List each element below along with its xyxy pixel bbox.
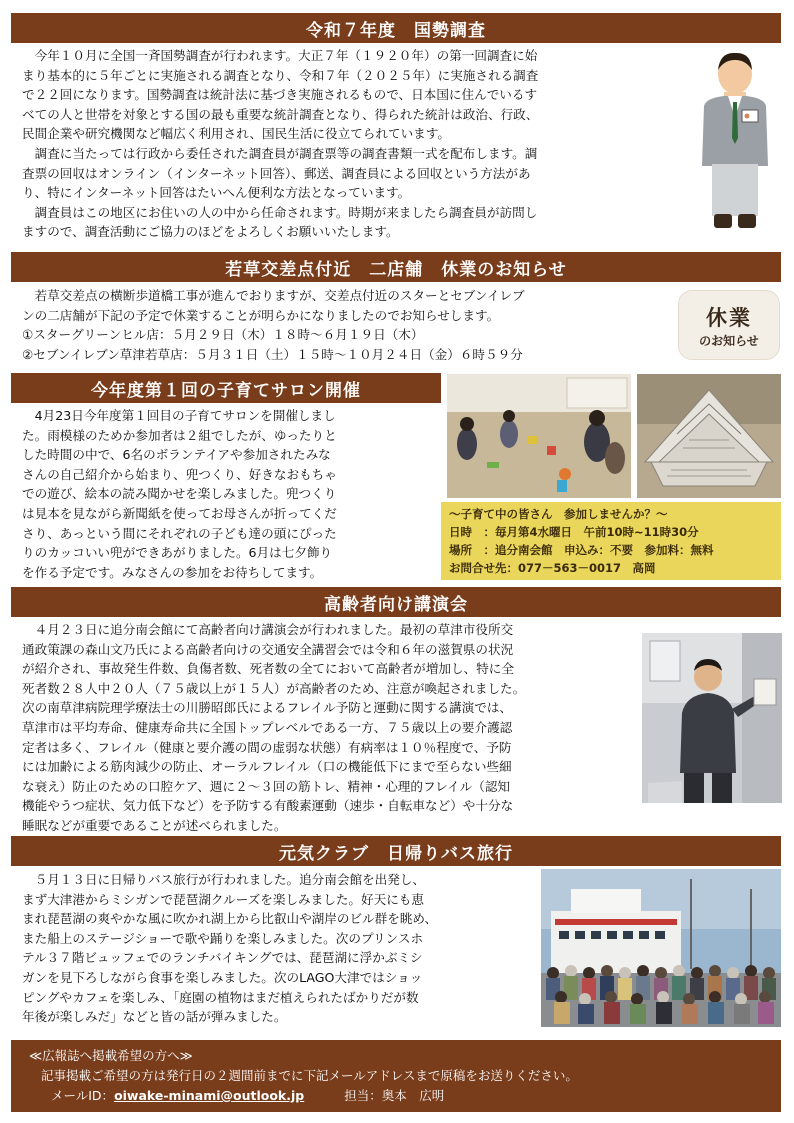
lecture-line: ４月２３日に追分南会館にて高齢者向け講演会が行われました。最初の草津市役所交 (22, 622, 514, 637)
bustrip-line: まず大津港からミシガンで琵琶湖クルーズを楽しみました。好天にも恵 (22, 891, 424, 907)
census-line: 調査に当たっては行政から委任された調査員が調査票等の調査書類一式を配布します。調 (22, 145, 538, 161)
census-line: で２２回になります。国勢調査は統計法に基づき実施されるもので、日本国に住んでいるす (22, 87, 538, 103)
bustrip-body (22, 870, 544, 1027)
census-line: べての人と世帯を対象とする国の最も重要な統計調査となり、得られた統計は政治、行政、 (22, 106, 539, 122)
michigan-boat-group-photo (541, 869, 781, 1027)
census-line: ますので、調査活動にご協力のほどをよろしくお願いいたします。 (22, 224, 399, 240)
salon-line: は見本を見ながら新聞紙を使ってお母さんが折ってくだ (22, 505, 337, 521)
lecture-title: 高齢者向け講演会 (324, 594, 468, 615)
footer-body: 記事掲載ご希望の方は発行日の２週間前までに下記メールアドレスまで原稿をお送りください。 (41, 1068, 578, 1083)
lecture-header (11, 587, 781, 617)
bustrip-line: また船上のステージショーで歌や踊りを楽しみました。次のプリンスホ (22, 930, 424, 946)
contact-person: 担当：奥本 広明 (344, 1088, 445, 1103)
lecture-line: な衰え）防止のための口腔ケア、週に２～３回の筋トレ、精神・心理的フレイル（認知 (22, 778, 511, 794)
lecture-line: 草津市は平均寿命、健康寿命共に全国トップレベルである一方、７５歳以上の要介護認 (22, 719, 513, 735)
census-line: 査票の回収はオンライン（インターネット回答）、郵送、調査員による回収という方法があ (22, 165, 531, 181)
bustrip-line: ガンを見下ろしながら食事を楽しみました。次のLAGO大津ではショッ (22, 969, 423, 985)
bustrip-header (11, 836, 781, 866)
bustrip-line: ピングやカフェを楽しみ、「庭園の植物はまだ植えられたばかりだが数 (22, 989, 419, 1005)
salon-line: での遊び、絵本の読み聞かせを楽しみました。兜つくり (22, 486, 337, 502)
salon-line: た。雨模様のためか参加者は２組でしたが、ゆったりと (22, 427, 337, 443)
lecture-line: 次の南草津病院理学療法士の川勝昭郎氏によるフレイル予防と運動に関する講演では、 (22, 700, 513, 716)
closure-line: ②セブンイレブン草津若草店：５月３１日（土）１５時～１０月２４日（金）６時５９分 (22, 346, 523, 362)
census-line: 民間企業や研究機関など幅広く利用され、国民生活に役立てられています。 (22, 126, 450, 142)
lecture-speaker-photo (642, 633, 782, 803)
lecture-line: 睡眠などが重要であることが述べられました。 (22, 817, 287, 833)
salon-line: を作る予定です。みなさんの参加をお待ちしてます。 (22, 564, 323, 580)
email-label: メールID： (51, 1088, 115, 1103)
salon-info-line: お問合せ先：077－563－0017 高岡 (449, 561, 656, 575)
lecture-line: には加齢による筋肉減少の防止、オーラルフレイル（口の機能低下にまで至らない些細 (22, 759, 512, 775)
footer-notice (11, 1040, 781, 1112)
salon-playroom-photo (447, 374, 631, 498)
salon-info-box (441, 502, 781, 580)
badge-main-text: 休業 (706, 305, 752, 330)
bustrip-line: ５月１３日に日帰りバス旅行が行われました。追分南会館を出発し、 (22, 872, 425, 887)
salon-line: 4月23日今年度第１回目の子育てサロンを開催しまし (22, 408, 336, 423)
footer-contact-row (29, 1086, 781, 1106)
bustrip-title: 元気クラブ 日帰りバス旅行 (279, 843, 513, 864)
salon-header (11, 373, 441, 403)
lecture-line: が紹介され、事故発生件数、負傷者数、死者数の全てにおいて高齢者が増加し、特に全 (22, 661, 514, 677)
salon-info-line: ～子育て中の皆さん 参加しませんか？～ (449, 507, 668, 521)
salon-info-line: 日時 ：毎月第4水曜日 午前10時~11時30分 (449, 525, 699, 539)
closure-line: 若草交差点の横断歩道橋工事が進んでおりますが、交差点付近のスターとセブンイレブ (22, 288, 525, 303)
salon-title: 今年度第１回の子育てサロン開催 (91, 380, 361, 401)
closure-line: ンの二店舗が下記の予定で休業することが明らかになりましたのでお知らせします。 (22, 307, 500, 323)
badge-sub-text: のお知らせ (699, 333, 759, 348)
salon-body (22, 406, 442, 582)
closure-body (22, 286, 676, 364)
closure-notice-badge (678, 290, 780, 360)
bustrip-line: テル３７階ビュッフェでのランチバイキングでは、琵琶湖に浮かぶミシ (22, 950, 423, 966)
lecture-line: 機能やうつ症状、気力低下など）を予防する有酸素運動（速歩・自転車など）や十分な (22, 798, 514, 814)
bustrip-line: まれ琵琶湖の爽やかな風に吹かれ湖上から比叡山や湖岸のビル群を眺め、 (22, 911, 438, 927)
bustrip-line: 年後が楽しみだ」などと皆の話が弾みました。 (22, 1009, 287, 1025)
lecture-body (22, 620, 684, 836)
closure-line: ①スターグリーンヒル店：５月２９日（木）１８時～６月１９日（木） (22, 327, 424, 343)
census-header (11, 13, 781, 43)
census-line: 調査員はこの地区にお住いの人の中から任命されます。時期が来ましたら調査員が訪問し (22, 204, 538, 220)
lecture-line: 死者数２８人中２０人（７５歳以上が１５人）が高齢者のため、注意が喚起されました。 (22, 680, 526, 696)
lecture-line: 定者は多く、フレイル（健康と要介護の間の虚弱な状態）有病率は１０％程度で、予防 (22, 739, 512, 755)
email-link[interactable]: oiwake-minami@outlook.jp (114, 1088, 305, 1103)
salon-line: した時間の中で、6名のボランテイアや参加されたみな (22, 447, 331, 463)
newspaper-kabuto-photo (637, 374, 781, 498)
census-officer-illustration (694, 48, 776, 232)
census-line: り、特にインターネット回答はたいへん便利な方法となっています。 (22, 185, 411, 201)
lecture-line: 通政策課の森山文乃氏による高齢者向けの交通安全講習会では令和６年の滋賀県の状況 (22, 641, 514, 657)
census-body (22, 46, 684, 242)
closure-title: 若草交差点付近 二店舗 休業のお知らせ (225, 259, 567, 280)
census-line: まり基本的に５年ごとに実施される調査となり、令和７年（２０２５年）に実施される調査 (22, 67, 539, 83)
footer-heading: ≪広報誌へ掲載希望の方へ≫ (29, 1048, 193, 1063)
salon-line: りのカッコいい兜ができあがりました。6月は七夕飾り (22, 545, 333, 561)
census-line: 今年１０月に全国一斉国勢調査が行われます。大正７年（１９２０年）の第一回調査に始 (22, 48, 538, 63)
salon-line: さんの自己紹介から始まり、兜つくり、好きなおもちゃ (22, 466, 337, 482)
closure-header (11, 252, 781, 282)
salon-info-line: 場所 ：追分南会館 申込み：不要 参加料：無料 (449, 543, 714, 557)
salon-line: さり、あっという間にそれぞれの子ども達の頭にぴった (22, 525, 337, 541)
census-title: 令和７年度 国勢調査 (306, 20, 486, 41)
